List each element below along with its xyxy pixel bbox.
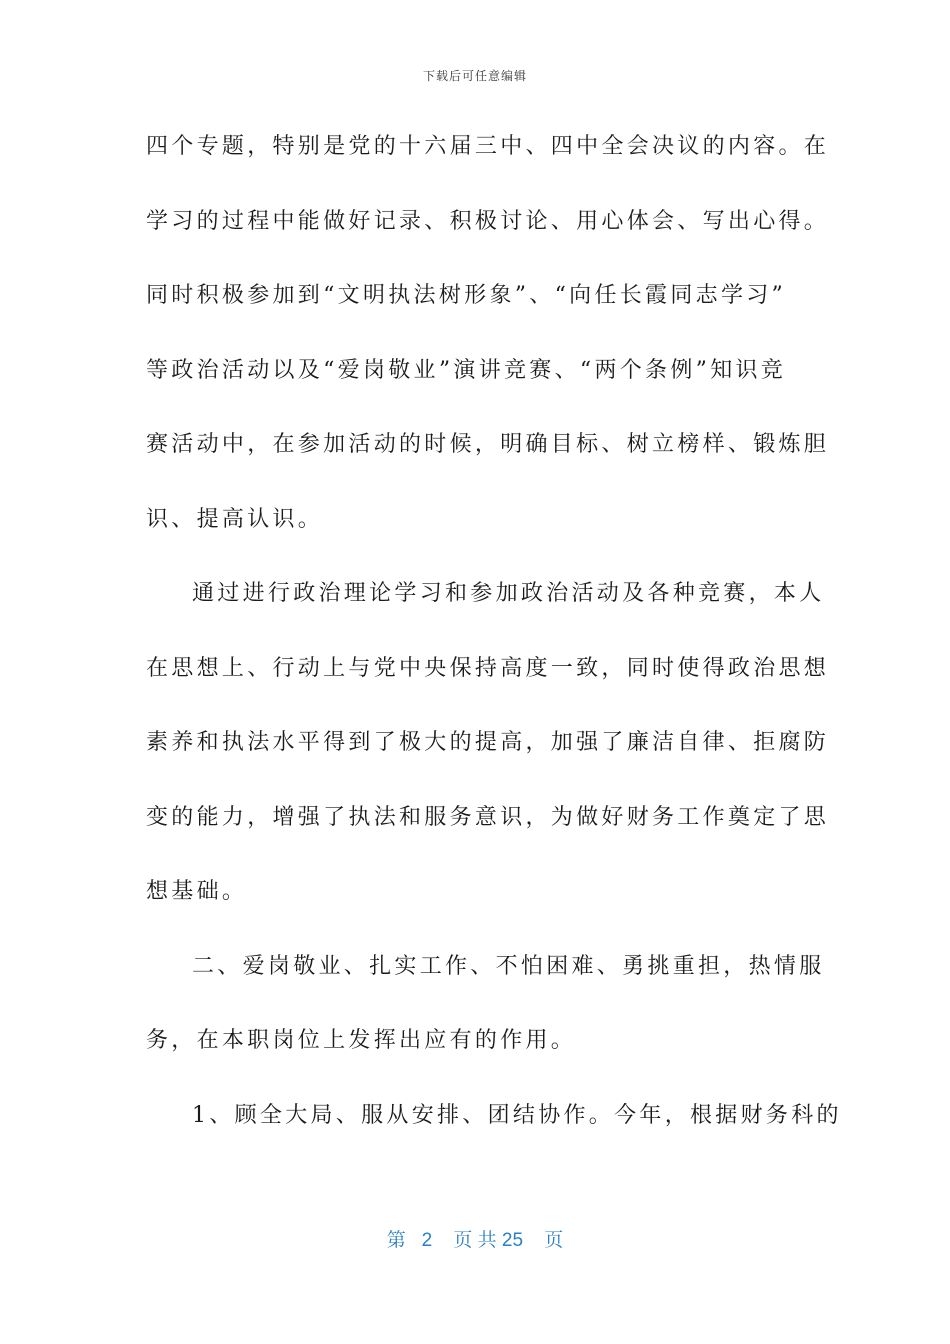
paragraph-line: 四个专题，特别是党的十六届三中、四中全会决议的内容。在	[146, 134, 830, 159]
paragraph-line: 识、提高认识。	[146, 506, 324, 532]
paragraph-line: 同时积极参加到“文明执法树形象”、“向任长霞同志学习”	[146, 283, 787, 308]
footer-suffix: 页	[544, 1230, 564, 1251]
footer-prefix: 第	[386, 1230, 406, 1251]
body-text	[146, 125, 842, 1168]
paragraph-line: 学习的过程中能做好记录、积极讨论、用心体会、写出心得。	[146, 208, 830, 234]
paragraph-line: 通过进行政治理论学习和参加政治活动及各种竞赛，本人	[192, 581, 825, 606]
paragraph-line: 变的能力，增强了执法和服务意识，为做好财务工作奠定了思	[146, 804, 830, 830]
paragraph-line: 赛活动中，在参加活动的时候，明确目标、树立榜样、锻炼胆	[146, 432, 830, 457]
header-note: 下载后可任意编辑	[422, 69, 527, 83]
paragraph-line: 二、爱岗敬业、扎实工作、不怕困难、勇挑重担，热情服	[192, 953, 825, 979]
total-pages-number: 25	[501, 1230, 524, 1251]
paragraph-line: 务，在本职岗位上发挥出应有的作用。	[146, 1028, 577, 1053]
paragraph-line: 在思想上、行动上与党中央保持高度一致，同时使得政治思想	[146, 655, 830, 681]
page-number-footer	[0, 1225, 950, 1252]
current-page-number: 2	[421, 1230, 433, 1251]
paragraph-line: 素养和执法水平得到了极大的提高，加强了廉洁自律、拒腐防	[146, 730, 830, 755]
paragraph-line: 1、顾全大局、服从安排、团结协作。今年，根据财务科的	[192, 1102, 842, 1128]
paragraph-line: 想基础。	[146, 879, 248, 904]
footer-middle: 页 共	[453, 1230, 497, 1251]
paragraph-line: 等政治活动以及“爱岗敬业”演讲竞赛、“两个条例”知识竞	[146, 357, 787, 383]
